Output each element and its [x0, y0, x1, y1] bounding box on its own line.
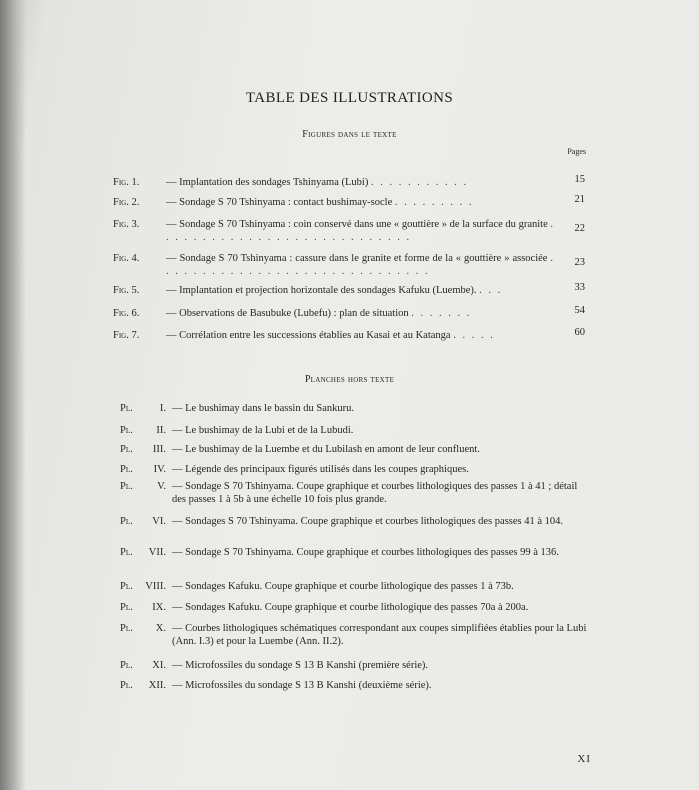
planche-title: — Légende des principaux figurés utilisés dans les coupes graphiques. [172, 464, 469, 475]
figure-entry [113, 196, 585, 209]
page-number: XI [577, 753, 591, 765]
planche-title: — Microfossiles du sondage S 13 B Kanshi (deuxième série). [172, 680, 432, 691]
dot-leader: . . . . . . . . . . . . . . . . . . . . . . . . . . . . . . [166, 253, 556, 277]
planche-title: — Le bushimay de la Luembe et du Lubilash en amont de leur confluent. [172, 444, 480, 455]
planche-title: — Courbes lithologiques schématiques correspondant aux coupes simplifiées établies pour la Lubi (Ann. I.3) et pour la Luembe (Ann. II.2). [172, 623, 587, 647]
planche-abbr: Pl. [120, 444, 133, 455]
figure-label: Fig. 5. [113, 285, 140, 296]
planche-number: VII. [148, 547, 166, 558]
planche-entry [120, 424, 588, 437]
dot-leader: . . . . . . . [411, 308, 472, 319]
planche-number: VI. [152, 516, 166, 527]
planche-entry [120, 622, 588, 648]
planche-entry [120, 443, 588, 456]
planche-number: III. [152, 444, 166, 455]
figure-page: 15 [574, 174, 585, 185]
planche-entry [120, 402, 588, 415]
planche-entry [120, 546, 588, 559]
planche-number: IV. [153, 464, 166, 475]
planche-title: — Le bushimay dans le bassin du Sankuru. [172, 403, 354, 414]
dot-leader: . . . . . . . . . . . . . . . . . . . . . . . . . . . . [166, 219, 556, 243]
planche-number: V. [157, 481, 166, 492]
figure-label: Fig. 3. [113, 219, 140, 230]
planche-entry [120, 480, 588, 506]
figure-title: — Sondage S 70 Tshinyama : cassure dans le granite et forme de la « gouttière » associée [166, 253, 548, 264]
planche-abbr: Pl. [120, 464, 133, 475]
figure-page: 54 [574, 305, 585, 316]
planche-number: IX. [152, 602, 166, 613]
planche-number: II. [156, 425, 166, 436]
planche-entry [120, 463, 588, 476]
figure-page: 22 [574, 223, 585, 234]
figure-label: Fig. 6. [113, 308, 140, 319]
figure-entry [113, 252, 585, 278]
planche-entry [120, 659, 588, 672]
planche-entry [120, 515, 588, 528]
figure-entry [113, 307, 585, 320]
dot-leader: . . . . . [453, 330, 495, 341]
planche-abbr: Pl. [120, 581, 133, 592]
planche-abbr: Pl. [120, 516, 133, 527]
planche-title: — Sondages Kafuku. Coupe graphique et courbe lithologique des passes 70a à 200a. [172, 602, 529, 613]
figure-label: Fig. 7. [113, 330, 140, 341]
planche-number: I. [159, 403, 166, 414]
planche-title: — Le bushimay de la Lubi et de la Lubudi. [172, 425, 354, 436]
figure-entry [113, 284, 585, 297]
planche-title: — Sondages S 70 Tshinyama. Coupe graphique et courbes lithologiques des passes 41 à 104. [172, 516, 564, 527]
figure-page: 21 [574, 194, 585, 205]
planches-section-heading: Planches hors texte [304, 374, 395, 385]
figure-page: 23 [574, 257, 585, 268]
planche-title: — Sondage S 70 Tshinyama. Coupe graphique et courbes lithologiques des passes 1 à 41 ; détail des passes 1 à 5b à une échelle 10 fois plus grande. [172, 481, 578, 505]
figure-entry [113, 176, 585, 189]
figure-page: 33 [574, 282, 585, 293]
figure-label: Fig. 1. [113, 177, 140, 188]
figures-section-heading: Figures dans le texte [302, 129, 397, 140]
figure-title: — Sondage S 70 Tshinyama : coin conservé dans une « gouttière » de la surface du granite [166, 219, 548, 230]
dot-leader: . . . . . . . . . . . [370, 177, 469, 188]
planche-abbr: Pl. [120, 403, 133, 414]
planche-abbr: Pl. [120, 481, 133, 492]
figure-label: Fig. 4. [113, 253, 140, 264]
pages-column-header: Pages [567, 147, 586, 156]
planche-entry [120, 601, 588, 614]
figure-label: Fig. 2. [113, 197, 140, 208]
dot-leader: . . . [479, 285, 503, 296]
planche-abbr: Pl. [120, 623, 133, 634]
figure-entry [113, 329, 585, 342]
figure-title: — Implantation et projection horizontale des sondages Kafuku (Luembe). [166, 285, 477, 296]
figure-entry [113, 218, 585, 244]
planche-abbr: Pl. [120, 602, 133, 613]
planche-abbr: Pl. [120, 547, 133, 558]
planche-abbr: Pl. [120, 680, 133, 691]
page-title: TABLE DES ILLUSTRATIONS [245, 90, 454, 106]
planche-entry [120, 679, 588, 692]
planche-title: — Sondages Kafuku. Coupe graphique et courbe lithologique des passes 1 à 73b. [172, 581, 514, 592]
planche-number: X. [155, 623, 166, 634]
planche-number: XI. [152, 660, 166, 671]
planche-title: — Sondage S 70 Tshinyama. Coupe graphique et courbes lithologiques des passes 99 à 136. [172, 547, 559, 558]
figure-title: — Corrélation entre les successions établies au Kasai et au Katanga [166, 330, 451, 341]
figure-title: — Sondage S 70 Tshinyama : contact bushimay-socle [166, 197, 393, 208]
planche-entry [120, 580, 588, 593]
page-gutter-shadow [0, 0, 26, 790]
planche-title: — Microfossiles du sondage S 13 B Kanshi (première série). [172, 660, 429, 671]
planche-abbr: Pl. [120, 425, 133, 436]
planche-number: XII. [148, 680, 166, 691]
planche-number: VIII. [145, 581, 166, 592]
planche-abbr: Pl. [120, 660, 133, 671]
figure-page: 60 [574, 327, 585, 338]
figure-title: — Implantation des sondages Tshinyama (Lubi) [166, 177, 369, 188]
dot-leader: . . . . . . . . . [394, 197, 474, 208]
figure-title: — Observations de Basubuke (Lubefu) : plan de situation [166, 308, 409, 319]
